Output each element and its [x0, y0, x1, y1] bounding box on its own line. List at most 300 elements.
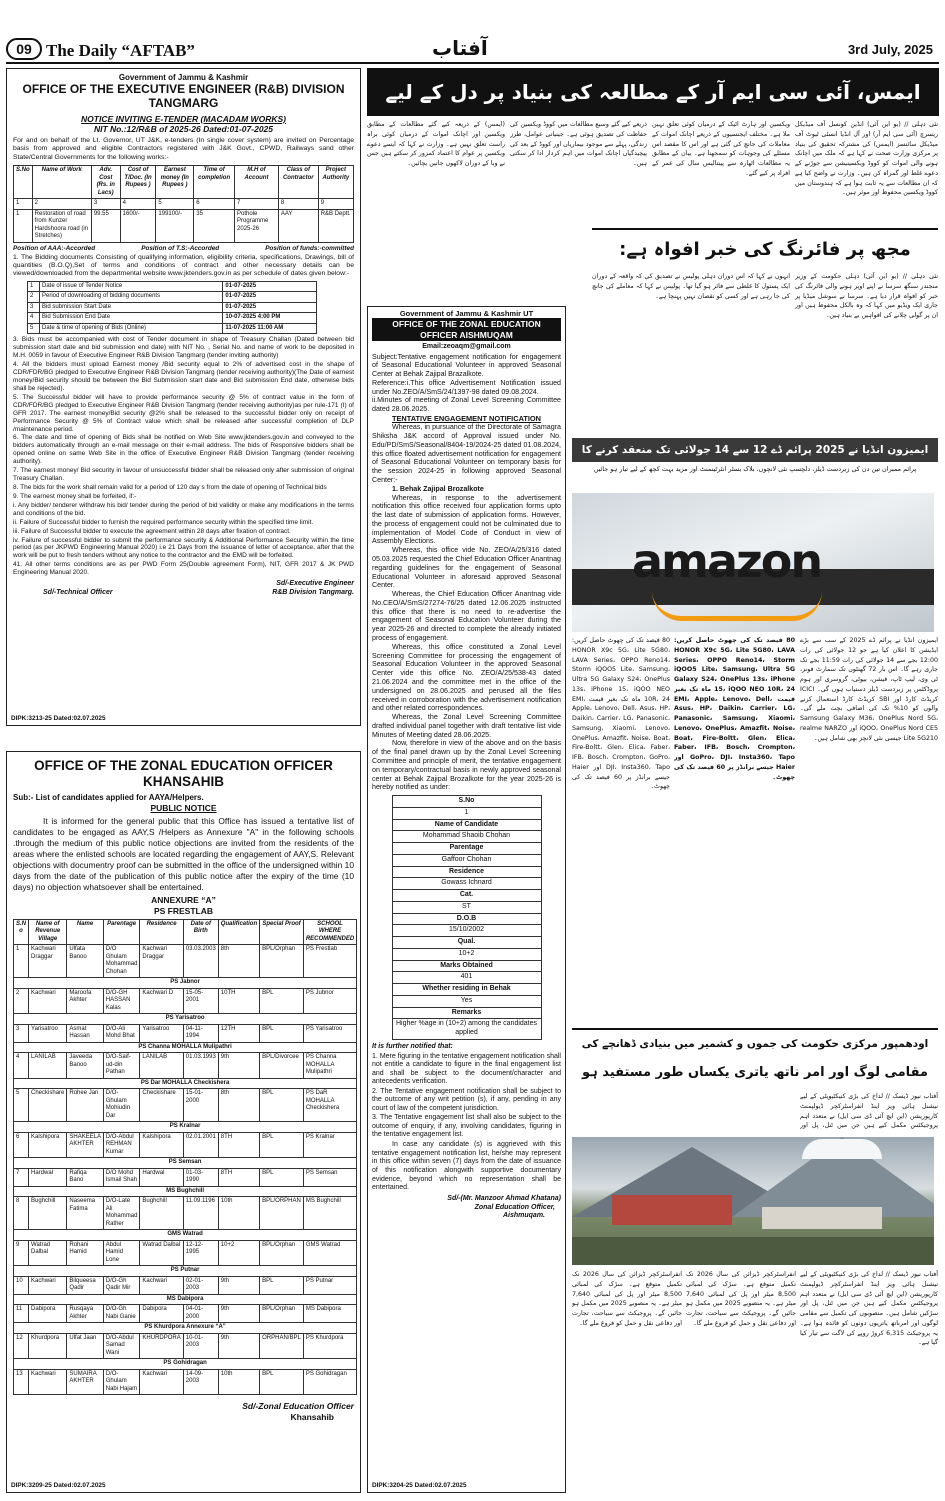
- ks-table-row: [14, 1240, 357, 1266]
- ai-email: Email:zeoaqm@gmail.com: [422, 342, 511, 350]
- story-ladakh-col: انفراسٹرکچر ڈیزائن کی سال 2026 تک تکمیل متوقع ہے۔ سڑک کی لمبائی 8,500 میٹر اور پل کی لمبائی 7,640 میٹر ہے۔ یہ منصوبے 2025 میں مکمل ہو جائیں گے۔ پروجیکٹ سے سیاحت، تجارت اور دفاعی نقل و حمل کو فروغ ملے گا۔: [686, 1271, 796, 1327]
- rb-idx: 8: [278, 199, 318, 210]
- rb-sch-no: 1: [28, 281, 40, 292]
- ks-cell: 01.03.1993: [183, 1053, 218, 1079]
- ks-cell: 2: [14, 988, 29, 1014]
- ks-school-row: [14, 1078, 357, 1089]
- ks-cell: 11.09.1196: [183, 1197, 218, 1230]
- headline-amazon-prime-day: ایمیزون انڈیا نے 2025 پرائم ڈے 12 سے 14 جولائی تک منعقد کرنے کا: [572, 438, 938, 462]
- ks-sign-2: Khansahib: [290, 1411, 334, 1422]
- ai-further: It is further notified that:: [372, 1042, 453, 1050]
- ks-cell: Kachwari: [29, 1369, 67, 1395]
- ai-cand-label-row: [392, 1007, 541, 1019]
- rb-point: iii. Failure of Successful bidder to execute the agreement within 28 days after fixation of contract.: [13, 527, 291, 535]
- ai-cand-label-row: [392, 796, 541, 808]
- rb-schedule-row: [28, 313, 317, 324]
- ai-cand-value-row: [392, 878, 541, 890]
- ks-cell: Rafiqa Bano: [67, 1168, 103, 1186]
- ai-cand-label: Whether residing in Behak: [392, 984, 541, 996]
- ks-school-name: PS Jabnor: [14, 978, 357, 989]
- ks-cell: D/O-Ghulam Mohiudin Dar: [103, 1089, 140, 1122]
- ks-table-row: [14, 945, 357, 978]
- page-number: 09: [6, 38, 42, 60]
- ks-cell: Watrad Dalbal: [140, 1240, 183, 1266]
- ai-cand-value: Gowass Ichnard: [392, 878, 541, 890]
- rb-th: Time of completion: [194, 166, 235, 199]
- ks-cell: 3: [14, 1024, 29, 1042]
- ks-cell: Khurdpora: [29, 1333, 67, 1359]
- ks-office: OFFICE OF THE ZONAL EDUCATION OFFICER KHANSAHIB: [34, 758, 333, 790]
- ks-cell: Naseema Fatima: [67, 1197, 103, 1230]
- ai-para-7: Now, therefore in view of the above and on the basis of the final panel drawn up by the Zonal Level Screening Committee and principle of merit, the tentative engagement on temporary/contractual basis in newly approved seasonal center at Behak Zajipal Brozalkote for the year 2025-26 is hereby notified as under:: [372, 739, 561, 792]
- rb-title: NOTICE INVITING E-TENDER (MACADAM WORKS): [81, 113, 286, 124]
- rb-sch-label: Bid submission Start Date: [40, 302, 223, 313]
- rb-point: 5. The Successful bidder will have to provide performance security @ 5% of contract value in the form of CDR/FDR/BG pledged to Executive Engineer R&B Division Tangmarg (tender receiving authority)as per rule-171 (I) of GFR 2017. The earnest money/Bid security @2% shall be released to the successful bidder only on receipt of Performance Security @ 5% of Contract value which shall be released after successful completion of DLP /maintenance period.: [13, 393, 354, 433]
- rb-idx: 4: [120, 199, 156, 210]
- ks-candidate-table: [13, 919, 357, 1396]
- ks-cell: LANILAB: [29, 1053, 67, 1079]
- headline-infrastructure-2: مقامی لوگ اور امر ناتھ یاتری یکساں طور مستفید ہو: [572, 1058, 938, 1088]
- rb-idx: 2: [32, 199, 91, 210]
- ks-cell: D/O-Abdul REHMAN Kumar: [103, 1132, 140, 1158]
- ai-reference-2: ii.Minutes of meeting of Zonal Level Screening Committee dated 28.06.2025.: [372, 396, 561, 414]
- ks-cell: 12-12-1995: [183, 1240, 218, 1266]
- ai-cand-label-row: [392, 890, 541, 902]
- ks-cell: PS Frestlab: [303, 945, 356, 978]
- ai-cand-value-row: [392, 995, 541, 1007]
- headline-infrastructure: اودھمپور مرکزی حکومت کی جموں و کشمیر میں بنیادی ڈھانچے کی: [572, 1028, 938, 1056]
- ks-cell: PS Semsan: [303, 1168, 356, 1186]
- ks-cell: BPL: [260, 1369, 304, 1395]
- rb-nit: NIT No.:12/R&B of 2025-26 Dated:01-07-2025: [93, 124, 274, 135]
- rb-idx: 5: [156, 199, 194, 210]
- ks-school-row: [14, 1323, 357, 1334]
- rb-sch-no: 3: [28, 302, 40, 313]
- ai-cand-label: D.O.B: [392, 913, 541, 925]
- ks-cell: 10th: [218, 1369, 259, 1395]
- ai-dipk: DIPK:3204-25 Dated:02.07.2025: [372, 1482, 467, 1489]
- rb-table-row: [14, 209, 354, 242]
- headline-firing-rumour: مجھ پر فائرنگ کی خبر افواہ ہے:: [592, 228, 938, 268]
- ks-cell: D/O-GH HASSAN Kalas: [103, 988, 140, 1014]
- ks-cell: 9th: [218, 1053, 259, 1079]
- rb-point: iv. Failure of successful bidder to submit the performance security & Additional Performance Security within the time period (as per JKPWD Engineering Manual 2020) i.e 21 Days from the issuance of letter of acceptance, after that the work will be put to fresh tenders without any notice to the contractor and the EMD will be forfeited.: [13, 536, 354, 560]
- ks-th: Special Proof: [260, 919, 304, 945]
- ks-cell: Dabipora: [140, 1305, 183, 1323]
- ai-further-point: 2. The Tentative engagement notification shall be subject to the outcome of any writ petition (s), if any, pending in any court of law of the competent jurisdiction.: [372, 1087, 561, 1112]
- masthead: [0, 0, 945, 64]
- rb-sch-label: Bid Submission End Date: [40, 313, 223, 324]
- ks-cell: Rohani Hamid: [67, 1240, 103, 1266]
- ks-cell: Kachwari Draggar: [140, 945, 183, 978]
- rb-sch-label: Date & time of opening of Bids (Online): [40, 323, 223, 334]
- ai-cand-value: Gaffoor Chohan: [392, 854, 541, 866]
- ks-cell: PS Gohidragan: [303, 1369, 356, 1395]
- rb-intro: For and on behalf of the Lt. Governor, UT J&K, e-tenders (In single cover system) are invited on Percentage basis from approved and eligible Contractors registered with J&K Govt., CPWD, Railways sand other State/Central Governments for the following works:-: [13, 136, 354, 161]
- ks-cell: BPL: [260, 1168, 304, 1186]
- ks-subtitle: PUBLIC NOTICE: [150, 803, 217, 814]
- ai-cand-label: Name of Candidate: [392, 819, 541, 831]
- issue-date: 3rd July, 2025: [847, 42, 933, 57]
- ai-reference: Reference:i.This office Advertisement Notification issued under No.ZEO/A/SmS/24/1397-98 dated 09.08.2024.: [372, 378, 561, 396]
- ks-cell: Kachwari D: [140, 988, 183, 1014]
- rb-sch-value: 01-07-2025: [223, 281, 317, 292]
- ks-cell: MS Bughchill: [303, 1197, 356, 1230]
- ks-cell: BPL: [260, 988, 304, 1014]
- ks-dipk: DIPK:3209-25 Dated:02.07.2025: [11, 1482, 106, 1489]
- ai-cand-value: 1: [392, 807, 541, 819]
- rb-th: Adv. Cost (Rs. in Lacs): [91, 166, 120, 199]
- ks-cell: PS Putnar: [303, 1276, 356, 1294]
- ks-cell: BPL/Orphan: [260, 945, 304, 978]
- ai-cand-label-row: [392, 819, 541, 831]
- ai-further-points: [372, 1053, 561, 1140]
- rb-position-aaa: Position of AAA:-Accorded: [13, 244, 96, 252]
- ai-cand-value: Yes: [392, 995, 541, 1007]
- ks-cell: 9th: [218, 1276, 259, 1294]
- rb-sch-value: 11-07-2025 11:00 AM: [223, 323, 317, 334]
- story-covid-col: ذریعے کیے گئے وسیع مطالعات میں کووڈ ویکسین کی حفاظت کی تصدیق ہوئی ہے۔ جینیاتی عوامل، طرز زندگی، پہلے سے موجود بیماریاں اور کووڈ کے بعد کی پیچیدگیاں اچانک اموات میں اہم کردار ادا کر سکتی ہیں۔: [510, 121, 647, 167]
- rb-sign-right-1: Sd/-Executive Engineer: [276, 580, 354, 588]
- rb-office: OFFICE OF THE EXECUTIVE ENGINEER (R&B) DIVISION TANGMARG: [22, 82, 345, 110]
- ks-cell: PS Channa MOHALLA Mulipathri: [303, 1053, 356, 1079]
- ai-cand-value-row: [392, 1019, 541, 1040]
- ks-cell: 1: [14, 945, 29, 978]
- ks-cell: PS Jubnor: [303, 988, 356, 1014]
- ai-sign-2: Zonal Education Officer,: [474, 1203, 555, 1211]
- ks-cell: PS DaR MOHALLA Checkishera: [303, 1089, 356, 1122]
- ai-further-point: 1. Mere figuring in the tentative engagement notification shall not entitle a candidate to figure in the final engagement list and shall be subject to the document/character and antecedents verification.: [372, 1052, 561, 1086]
- ai-office: OFFICE OF THE ZONAL EDUCATION OFFICER AISHMUQAM: [372, 318, 561, 340]
- ks-cell: KHURDPORA: [140, 1333, 183, 1359]
- ks-cell: 02-01-2003: [183, 1276, 218, 1294]
- ai-cand-label-row: [392, 913, 541, 925]
- rb-point: 7. The earnest money/ Bid security in favour of unsuccessful bidder shall be released only after submission of original Treasury Challan.: [13, 467, 354, 483]
- ks-cell: PS Khurdpora: [303, 1333, 356, 1359]
- ks-table-row: [14, 1369, 357, 1395]
- rb-schedule-row: [28, 323, 317, 334]
- ks-cell: 15-05-2001: [183, 988, 218, 1014]
- ks-school-name: PS Kralnar: [14, 1122, 357, 1133]
- ai-cand-label: Parentage: [392, 843, 541, 855]
- rb-points: [13, 336, 354, 577]
- ai-cand-value: Higher %age in (10+2) among the candidates applied: [392, 1019, 541, 1040]
- story-ladakh-col: انفراسٹرکچر ڈیزائن کی سال 2026 تک تکمیل متوقع ہے۔ سڑک کی لمبائی 8,500 میٹر اور پل کی لمبائی 7,640 میٹر ہے۔ یہ منصوبے 2025 میں مکمل ہو جائیں گے۔ پروجیکٹ سے سیاحت، تجارت اور دفاعی نقل و حمل کو فروغ ملے گا۔: [572, 1271, 682, 1327]
- ai-cand-label-row: [392, 960, 541, 972]
- rb-sch-no: 4: [28, 313, 40, 324]
- rb-cell: 35: [194, 209, 235, 242]
- ai-sign-3: Aishmuqam.: [502, 1212, 545, 1220]
- ai-para-5: Whereas, this office constituted a Zonal Level Screening Committee for processing the engagement of Seasonal Education Volunteer in the approved Seasonal Center vide this office No. ZEO/A/25/538-43 dated 21.06.2024 and the committee met in the office of the undersigned on 28.06.2025 and perused all the files received in corroboration with the advertisement notification and other related correspondences.: [372, 642, 561, 713]
- ks-cell: D/O-Ali Mohd Bhat: [103, 1024, 140, 1042]
- ks-cell: 6: [14, 1132, 29, 1158]
- ks-school-name: PS Gohidragan: [14, 1359, 357, 1370]
- ks-cell: Kalshipora: [29, 1132, 67, 1158]
- ks-cell: BPL: [260, 1276, 304, 1294]
- ks-school-name: PS Putnar: [14, 1266, 357, 1277]
- ks-cell: Maroofa Akhter: [67, 988, 103, 1014]
- headline-covid-vaccine: ایمس، آئی سی ایم آر کے مطالعہ کی بنیاد پر دل کے لیے: [367, 68, 939, 116]
- ks-cell: PS Yarisatroo: [303, 1024, 356, 1042]
- ai-center: 1. Behak Zajipal Brozalkote: [392, 484, 484, 493]
- aishmuqam-notice: [367, 306, 566, 1493]
- ks-cell: LANILAB: [140, 1053, 183, 1079]
- rb-th: M.H of Account: [235, 166, 279, 199]
- ks-th: Name: [67, 919, 103, 945]
- ks-cell: Checkishare: [29, 1089, 67, 1122]
- ks-cell: ORPHAN/BPL: [260, 1333, 304, 1359]
- ks-cell: BPL/ORPHAN: [260, 1197, 304, 1230]
- rb-sch-value: 01-07-2025: [223, 292, 317, 303]
- ks-cell: GMS Watrad: [303, 1240, 356, 1266]
- rb-idx: 6: [194, 199, 235, 210]
- rb-tender-notice: [6, 68, 361, 726]
- ks-cell: 01-03-1990: [183, 1168, 218, 1186]
- ks-school-row: [14, 1158, 357, 1169]
- ks-cell: Kalshipora: [140, 1132, 183, 1158]
- ks-th: Residence: [140, 919, 183, 945]
- ks-cell: BPL: [260, 1024, 304, 1042]
- ai-cand-label: Marks Obtained: [392, 960, 541, 972]
- ai-subtitle: TENTATIVE ENGAGEMENT NOTIFICATION: [391, 413, 542, 423]
- rb-sch-label: Date of issue of Tender Notice: [40, 281, 223, 292]
- rb-point: 4. All the bidders must upload Earnest money /Bid security equal to 2% of advertised cost in the shape of CDR/FDR/BG pledged to Executive Engineer R&B Division Tangmarg (tender receiving authority)(The Date of earnest money/Bid security should be between the Bid Submission start date and Bid submission End date, otherwise bids shall be rejected).: [13, 361, 354, 392]
- rb-govt: Government of Jammu & Kashmir: [118, 73, 249, 82]
- rb-cell: 199100/-: [156, 209, 194, 242]
- story-firing-col: انہوں نے کہا کہ اس دوران دہلی پولیس نے تصدیق کی کہ واقعہ کے دوران ایک پستول کا غلطی سے فائر ہو گیا تھا۔ پولیس نے کہا کہ معاملے کی جانچ کی جا رہی ہے اور کسی کو نقصان نہیں پہنچا ہے۔: [592, 273, 790, 300]
- rb-cell: Restoration of road from Kunzer Hardshoora road (in Stretches): [32, 209, 91, 242]
- ks-cell: Kachwari: [29, 1276, 67, 1294]
- ai-cand-value: 10+2: [392, 948, 541, 960]
- ai-para-2: Whereas, in response to the advertisement notification this office received four application forms upto the last date of submission of application forms. However, the process of engagement could not be culminated due to implementation of Model Code of Conduct in view of Assembly Elections.: [372, 493, 561, 546]
- ks-school-name: PS Dar MOHALLA Checkishera: [14, 1078, 357, 1089]
- ks-cell: D/O-Saif-ud-din Pathan: [103, 1053, 140, 1079]
- rb-cell: 1600/-: [120, 209, 156, 242]
- ks-table-row: [14, 1197, 357, 1230]
- ks-cell: 12: [14, 1333, 29, 1359]
- ai-candidate-table: [392, 795, 542, 1040]
- ks-cell: 04-01-2000: [183, 1305, 218, 1323]
- ks-cell: Yarisatroo: [29, 1024, 67, 1042]
- rb-th: Class of Contractor: [278, 166, 318, 199]
- story-covid-col: (ایمس) کے ذریعہ کیے گئے مطالعات کے مطابق ویکسین اور اچانک اموات کے درمیان کوئی براہ راست تعلق نہیں ہے۔ وزارت نے کہا کہ ایسے دعوے ویکسین پر عوام کا اعتماد کمزور کر سکتے ہیں جس نے وبا کے دوران لاکھوں جانیں بچائیں۔: [367, 121, 505, 167]
- ks-cell: Ulfat Jaan: [67, 1333, 103, 1359]
- ks-cell: 02.01.2001: [183, 1132, 218, 1158]
- rb-point: ii. Failure of Successful bidder to furnish the required performance security within the specified time limit.: [13, 518, 314, 526]
- ks-cell: Bughchill: [29, 1197, 67, 1230]
- ks-cell: SHAKEELA AKHTER: [67, 1132, 103, 1158]
- ai-para-6: Whereas, the Zonal Level Screening Committee drafted individual panel together with draft tentative list vide Minutes of Meeting dated 28.06.2025.: [372, 713, 561, 739]
- ks-school-row: [14, 1186, 357, 1197]
- ks-cell: D/O-Gh Qadir Mir: [103, 1276, 140, 1294]
- rb-schedule-row: [28, 292, 317, 303]
- ks-cell: Watrad Dalbal: [29, 1240, 67, 1266]
- ai-cand-value-row: [392, 925, 541, 937]
- ai-cand-label: Residence: [392, 866, 541, 878]
- ks-cell: 9th: [218, 1333, 259, 1359]
- ks-cell: 9: [14, 1240, 29, 1266]
- ks-cell: 03.03.2003: [183, 945, 218, 978]
- rb-cell: Pothole Programme 2025-26: [235, 209, 279, 242]
- rb-point: 9. The earnest money shall be forfeited, if:-: [13, 492, 137, 500]
- ks-cell: Asmat Hassan: [67, 1024, 103, 1042]
- ks-cell: 10th: [218, 1197, 259, 1230]
- ks-cell: 5: [14, 1089, 29, 1122]
- ks-cell: Abdul Hamid Lone: [103, 1240, 140, 1266]
- ks-table-row: [14, 1333, 357, 1359]
- ai-cand-label: S.No: [392, 796, 541, 808]
- rb-sch-no: 5: [28, 323, 40, 334]
- rb-cell: R&B Deptt.: [318, 209, 353, 242]
- rb-sign-row: [13, 589, 354, 598]
- ks-table-header: [14, 919, 357, 945]
- ks-cell: SUMAIRA AKHTER: [67, 1369, 103, 1395]
- ks-cell: Ulfata Banoo: [67, 945, 103, 978]
- ks-table-row: [14, 1024, 357, 1042]
- ks-th: Qualification: [218, 919, 259, 945]
- ks-cell: Yarisatroo: [140, 1024, 183, 1042]
- ks-cell: Javeeda Banoo: [67, 1053, 103, 1079]
- ks-school-title: PS FRESTLAB: [153, 906, 214, 917]
- rb-point: 8. The bids for the work shall remain valid for a period of 120 day s from the date of opening of Technical bids: [13, 483, 327, 491]
- ai-cand-value-row: [392, 831, 541, 843]
- rb-dipk: DIPK:3213-25 Dated:02.07.2025: [11, 715, 106, 722]
- ks-cell: 8: [14, 1197, 29, 1230]
- ks-cell: Hardwal: [29, 1168, 67, 1186]
- amazon-sign: amazon: [632, 534, 822, 588]
- ks-cell: 4: [14, 1053, 29, 1079]
- ks-cell: BPL/Divorcee: [260, 1053, 304, 1079]
- ks-table-row: [14, 1276, 357, 1294]
- ks-cell: 12TH: [218, 1024, 259, 1042]
- ks-cell: 10: [14, 1276, 29, 1294]
- story-ladakh-intro: آفتاب نیوز ڈیسک // لداخ کی بڑی کنیکٹیویٹی کے لیے نیشنل ہائی ویز اینڈ انفراسٹرکچر ڈیولپمنٹ کارپوریشن (این ایچ آئی ڈی سی ایل) نے متعدد اہم پروجیکٹس مکمل کیے ہیں جن میں ٹنل، پل اور: [800, 1093, 938, 1130]
- ks-cell: Rusqaya Akhter: [67, 1305, 103, 1323]
- ks-cell: PS Kralnar: [303, 1132, 356, 1158]
- ks-school-row: [14, 1230, 357, 1241]
- ks-cell: BPL: [260, 1132, 304, 1158]
- rb-sch-value: 01-07-2025: [223, 302, 317, 313]
- story-amazon-col: ایمیزون انڈیا نے پرائم ڈے 2025 کے سب سے بڑے ایڈیشن کا اعلان کیا ہے جو 12 جولائی کی رات 12:00 بجے سے 14 جولائی کی رات 11:59 بجے تک جاری رہے گا۔ اس بار 72 گھنٹوں تک سمارٹ فونز، ٹی وی، لیپ ٹاپ، فیشن، بیوٹی، گروسری اور ہوم پروڈکٹس پر زبردست ڈیلز دستیاب ہوں گی۔ ICICI کریڈٹ کارڈ اور SBI کریڈٹ کارڈ استعمال کرنے والوں کو 10% تک کی اضافی بچت ملے گی۔ Samsung Galaxy M36، OnePlus Nord 5G، iQOO، OnePlus Nord CE5 اور realme NARZO Lite 5G210 جیسی نئی لانچز بھی شامل ہیں۔: [800, 637, 938, 742]
- ks-th: SCHOOL WHERE RECOMMENDED: [303, 919, 356, 945]
- ks-cell: BPL/Orphan: [260, 1305, 304, 1323]
- paper-name: The Daily “AFTAB”: [46, 41, 195, 60]
- ai-cand-value-row: [392, 948, 541, 960]
- story-covid-col: ویکسین اور ہارٹ اٹیک کے درمیان کوئی تعلق نہیں ملا ہے۔ مختلف ایجنسیوں کے ذریعے اچانک اموات کے معاملات کی جانچ کی گئی ہے اور اس کا مقصد اس مسئلے کی وجوہات کو سمجھنا ہے۔ بیان کے مطابق یہ مطالعات اٹھارہ سے پینتالیس سال کی عمر کے افراد پر کیے گئے۔: [652, 121, 790, 177]
- ks-table-row: [14, 1053, 357, 1079]
- rb-th: S.No: [14, 166, 33, 199]
- ai-sign-1: Sd/-(Mr. Manzoor Ahmad Khatana): [447, 1194, 561, 1202]
- ks-cell: Kachwari Draggar: [29, 945, 67, 978]
- ks-school-row: [14, 1294, 357, 1305]
- ks-cell: 7: [14, 1168, 29, 1186]
- rb-position-line: [13, 245, 354, 253]
- ks-cell: 8TH: [218, 1168, 259, 1186]
- ai-cand-label-row: [392, 984, 541, 996]
- ks-cell: 10TH: [218, 988, 259, 1014]
- story-amazon-col: 80 فیصد تک کی چھوٹ حاصل کریں: HONOR X9c 5G، Lite 5G80، LAVA Series، OPPO Reno14، Storm iQOO5 Lite، Samsung، Ultra 5G Galaxy S24، OnePlus 13s، iPhone 15، iQOO NEO 10R، 24 ماہ تک بغیر قیمت EMI، Apple، Lenovo، Dell، Asus، HP، Daikin، Carrier، LG، Panasonic، Samsung، Xiaomi، Lenovo، OnePlus، Amazfit، Noise، Boat، Fire-Boltt، Glen، Elica، Faber، IFB، Bosch، Crompton، GoPro، DJI، Insta360، Tapo اور Haier جیسے برانڈز پر 60 فیصد تک کی چھوٹ۔: [572, 637, 670, 791]
- ks-school-name: MS Bughchill: [14, 1186, 357, 1197]
- ai-para-1: Whereas, in pursuance of the Directorate of Samagra Shiksha J&K accord of Approval issued under No. Edu/PD/SmS/Seasonal/8404-19/2024-25 dated 01.08.2024, this office floated advertisement notification for engagement of Seasonal Educational Volunteer on temporary basis for the session 2024-25 in following approved Seasonal Center:-: [372, 423, 561, 484]
- ks-cell: 8th: [218, 945, 259, 978]
- ks-table-row: [14, 1305, 357, 1323]
- ai-cand-label: Cat.: [392, 890, 541, 902]
- ks-table-row: [14, 1089, 357, 1122]
- rb-point: i. Any bidder/ tenderer withdraw his bid/ tender during the period of bid validity or make any modifications in the terms and conditions of the bid.: [13, 501, 354, 517]
- rb-point: 3. Bids must be accompanied with cost of Tender document in shape of Treasury Challan (Dated between bid submission start date and bid submission end date) with NIT No. , Serial No. and name of work to be deposited in M.H. 0059 in favour of Executive Engineer R&B Division Tangmarg (tender inviting authority): [13, 336, 354, 360]
- ks-cell: D/O-Abdul Samad Wani: [103, 1333, 140, 1359]
- ks-cell: 15-01-2000: [183, 1089, 218, 1122]
- ks-cell: 04-11-1994: [183, 1024, 218, 1042]
- rb-table-index: [14, 199, 354, 210]
- ai-cand-label-row: [392, 937, 541, 949]
- ks-cell: BPL: [260, 1089, 304, 1122]
- rb-schedule-row: [28, 281, 317, 292]
- tunnel-portal-building: [612, 1195, 732, 1225]
- ks-body: It is informed for the general public that this Office has issued a tentative list of candidates to be engaged as AAY,S /Helpers as Annexure "A" in the following schools .through the medium of this public notice objections are invited from the residents of the areas where the enlisted schools are located regarding the engagement of AAY,S. Relevant objections with documentry proof can be submitted in the office of the undersigned within 10 days from the date of the publication of this public notice after the expiry of the time (10 days) no objection whatsoever shall be entertained.: [13, 816, 354, 892]
- amazon-smile-logo: [652, 591, 822, 621]
- rb-work-table: [13, 165, 354, 243]
- ks-cell: 8TH: [218, 1132, 259, 1158]
- ai-cand-value-row: [392, 854, 541, 866]
- ks-th: Date of Birth: [183, 919, 218, 945]
- story-firing-col: نئی دہلی // (یو این آئی) دہلی حکومت کے وزیر منجندر سنگھ سرسا نے اپنے اوپر ہونے والی فائرنگ کی خبر کو افواہ قرار دیا ہے۔ سرسا نے سوشل میڈیا پر جاری ایک ویڈیو میں کہا کہ وہ بالکل محفوظ ہیں اور ان پر گولی چلانے کی افواہیں بے بنیاد ہیں۔: [795, 273, 938, 319]
- ks-school-row: [14, 1266, 357, 1277]
- ks-cell: Checkishare: [140, 1089, 183, 1122]
- amazon-subhead: پرائم ممبران تین دن کی زبردست ڈیلز، دلچسپ نئی لانچوں، بلاک بسٹر انٹرٹینمنٹ اور مزید بہت کچھ کے لیے تیار ہو جائیں: [593, 465, 917, 473]
- ks-cell: 8th: [218, 1089, 259, 1122]
- ks-school-row: [14, 1122, 357, 1133]
- ks-school-name: PS Khurdpora Annexure “A”: [14, 1323, 357, 1334]
- ks-cell: Kachwari: [140, 1276, 183, 1294]
- ai-cand-value-row: [392, 972, 541, 984]
- rb-point: 41. All other terms conditions are as per PWD Form 25(Double agreement Form), NIT, GFR 2017 & JK PWD Engineering Manual 2020.: [13, 561, 354, 577]
- ks-table-row: [14, 1168, 357, 1186]
- rb-idx: 3: [91, 199, 120, 210]
- ks-school-name: PS Channa MOHALLA Mulipathri: [14, 1042, 357, 1053]
- ks-school-row: [14, 1014, 357, 1025]
- ks-cell: Kachwari: [140, 1369, 183, 1395]
- ks-cell: 13: [14, 1369, 29, 1395]
- ai-para-4: Whereas, the Chief Education Officer Anantnag vide No.CEO/A/SmS/27274-76/25 dated 12.06.2025 instructed this office that there is no need to re-advertise the engagement of Seasonal Education Volunteer during the year 2025-26 and directed to complete the already initiated process of engagement.: [372, 590, 561, 643]
- ks-cell: D/O-Gh Nabi Ganie: [103, 1305, 140, 1323]
- khansahib-notice: [6, 751, 361, 1493]
- rb-th: Earnest money (In Rupees ): [156, 166, 194, 199]
- ai-cand-value: Mohammad Shaoib Chohan: [392, 831, 541, 843]
- rb-sch-no: 2: [28, 292, 40, 303]
- amazon-building-photo: [572, 493, 934, 632]
- ks-cell: D/O-Ghulam Nabi Hajam: [103, 1369, 140, 1395]
- ks-school-name: PS Semsan: [14, 1158, 357, 1169]
- ai-para-8: In case any candidate (s) is aggrieved with this tentative engagement notification list, he/she may represent in this office within seven (7) days from the date of issuance of this notification alongwith supportive documentary evidence, beyond which no representation shall be entertained.: [372, 1140, 561, 1192]
- ks-cell: D/O Mohd Ismail Shah: [103, 1168, 140, 1186]
- ks-cell: BPL/Orphan: [260, 1240, 304, 1266]
- rb-sch-label: Period of downloading of bidding documents: [40, 292, 223, 303]
- ai-cand-value-row: [392, 901, 541, 913]
- ks-school-row: [14, 1042, 357, 1053]
- rb-table-header: [14, 166, 354, 199]
- ks-cell: Hardwal: [140, 1168, 183, 1186]
- ks-school-name: PS Yarisatroo: [14, 1014, 357, 1025]
- ks-cell: 10-01-2003: [183, 1333, 218, 1359]
- ai-para-3: Whereas, this office vide No. ZEO/A/25/316 dated 05.03.2025 requested the Chief Education Officer Anantnag regarding guidelines for the engagement of Seasonal Educational Volunteer in aforesaid approved Seasonal Center.: [372, 546, 561, 590]
- ks-school-name: MS Dabipora: [14, 1294, 357, 1305]
- story-amazon-col: 80 فیصد تک کی چھوٹ حاصل کریں: HONOR X9c 5G، Lite 5G80، LAVA Series، OPPO Reno14، Storm iQOO5 Lite، Samsung، Ultra 5G Galaxy S24، OnePlus 13s، iPhone 15، iQOO NEO 10R، 24 ماہ تک بغیر قیمت EMI، Apple، Lenovo، Dell، Asus، HP، Daikin، Carrier، LG، Panasonic، Samsung، Xiaomi، Lenovo، OnePlus، Amazfit، Noise، Boat، Fire-Boltt، Glen، Elica، Faber، IFB، Bosch، Crompton، GoPro، DJI، Insta360، Tapo اور Haier جیسے برانڈز پر 60 فیصد تک کی چھوٹ۔: [674, 637, 795, 781]
- ks-cell: Dabipora: [29, 1305, 67, 1323]
- rb-point: 6. The date and time of opening of Bids shall be notified on Web Site www.jktenders.gov.in and conveyed to the bidders automatically through an e-mail message on their e-mail address. The bids of Responsive bidders shall be opened online on same Web Site in the office of Executive Engineer R&B Division Tangmarg (tender receiving authority).: [13, 434, 354, 466]
- ai-cand-label-row: [392, 866, 541, 878]
- ks-th: S.N o: [14, 919, 29, 945]
